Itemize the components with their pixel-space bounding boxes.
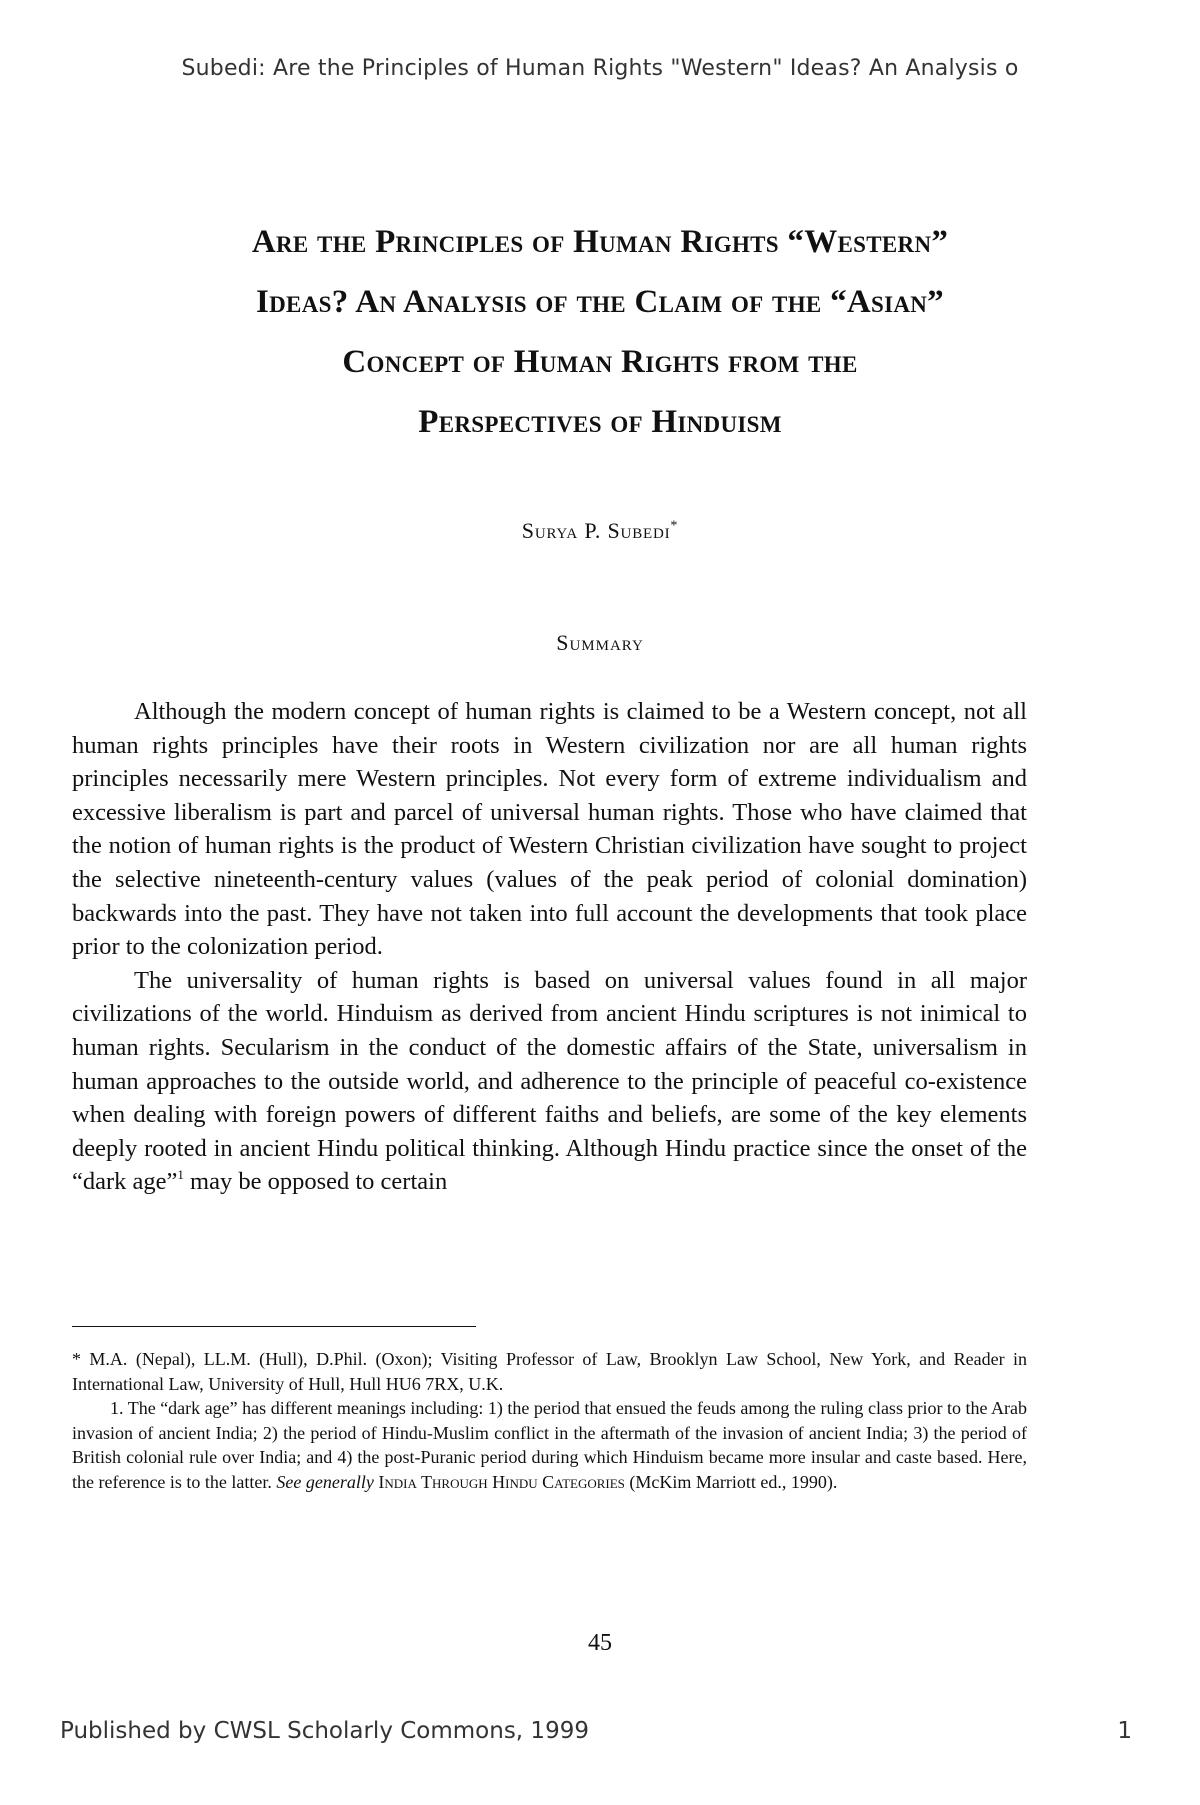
author-footnote-mark: * [670,518,679,534]
title-line: Perspectives of Hinduism [418,404,782,440]
cited-book-title: India Through Hindu Categories [373,1471,625,1492]
section-heading: Summary [556,630,644,655]
footnotes [72,1347,1027,1494]
title-line: Are the Principles of Human Rights “Western” [251,224,949,260]
citation-signal: See generally [276,1471,374,1492]
article-title [70,212,1130,452]
paragraph-text: may be opposed to certain [183,1168,448,1196]
page-number: 45 [588,1630,612,1656]
paragraph [72,964,1027,1199]
footnote-1 [72,1396,1027,1494]
footnote-author: * M.A. (Nepal), LL.M. (Hull), D.Phil. (Oxon); Visiting Professor of Law, Brooklyn Law School, New York, and Reader in International Law, University of Hull, Hull HU6 7RX, U.K. [72,1349,1027,1394]
pdf-page-number: 1 [1117,1718,1132,1744]
title-line: Ideas? An Analysis of the Claim of the “Asian” [256,284,944,320]
author-name: Surya P. Subedi [521,518,671,543]
paragraph: Although the modern concept of human rights is claimed to be a Western concept, not all human rights principles have their roots in Western civilization nor are all human rights principles necessarily mere Western principles. Not every form of extreme individualism and excessive liberalism is part and parcel of universal human rights. Those who have claimed that the notion of human rights is the product of Western Christian civilization have sought to project the selective nineteenth-century values (values of the peak period of colonial domination) backwards into the past. They have not taken into full account the developments that took place prior to the colonization period. [72,698,1027,961]
footnote-1-text: 1. The “dark age” has different meanings including: 1) the period that ensued the feuds among the ruling class prior to the Arab invasion of ancient India; 2) the period of Hindu-Muslim conflict in the aftermath of the invasion of ancient India; 3) the period of British colonial rule over India; and 4) the post-Puranic period during which Hinduism became more insular and caste based. Here, the reference is to the latter. [72,1398,1027,1492]
citation-details: (McKim Marriott ed., 1990). [624,1471,838,1492]
footnote-divider [72,1326,476,1327]
footnote-reference: 1 [177,1167,184,1183]
summary-body [72,695,1027,1199]
running-header: Subedi: Are the Principles of Human Rights "Western" Ideas? An Analysis o [181,56,1019,81]
title-line: Concept of Human Rights from the [342,344,858,380]
publisher-footer: Published by CWSL Scholarly Commons, 1999 [60,1718,589,1744]
author-byline [0,518,1200,544]
paragraph-text: The universality of human rights is based on universal values found in all major civilizations of the world. Hinduism as derived from ancient Hindu scriptures is not inimical to human rights. Secularism in the conduct of the domestic affairs of the State, universalism in human approaches to the outside world, and adherence to the principle of peaceful co-existence when dealing with foreign powers of different faiths and beliefs, are some of the key elements deeply rooted in ancient Hindu political thinking. Although Hindu practice since the onset of the “dark age” [72,966,1027,1196]
